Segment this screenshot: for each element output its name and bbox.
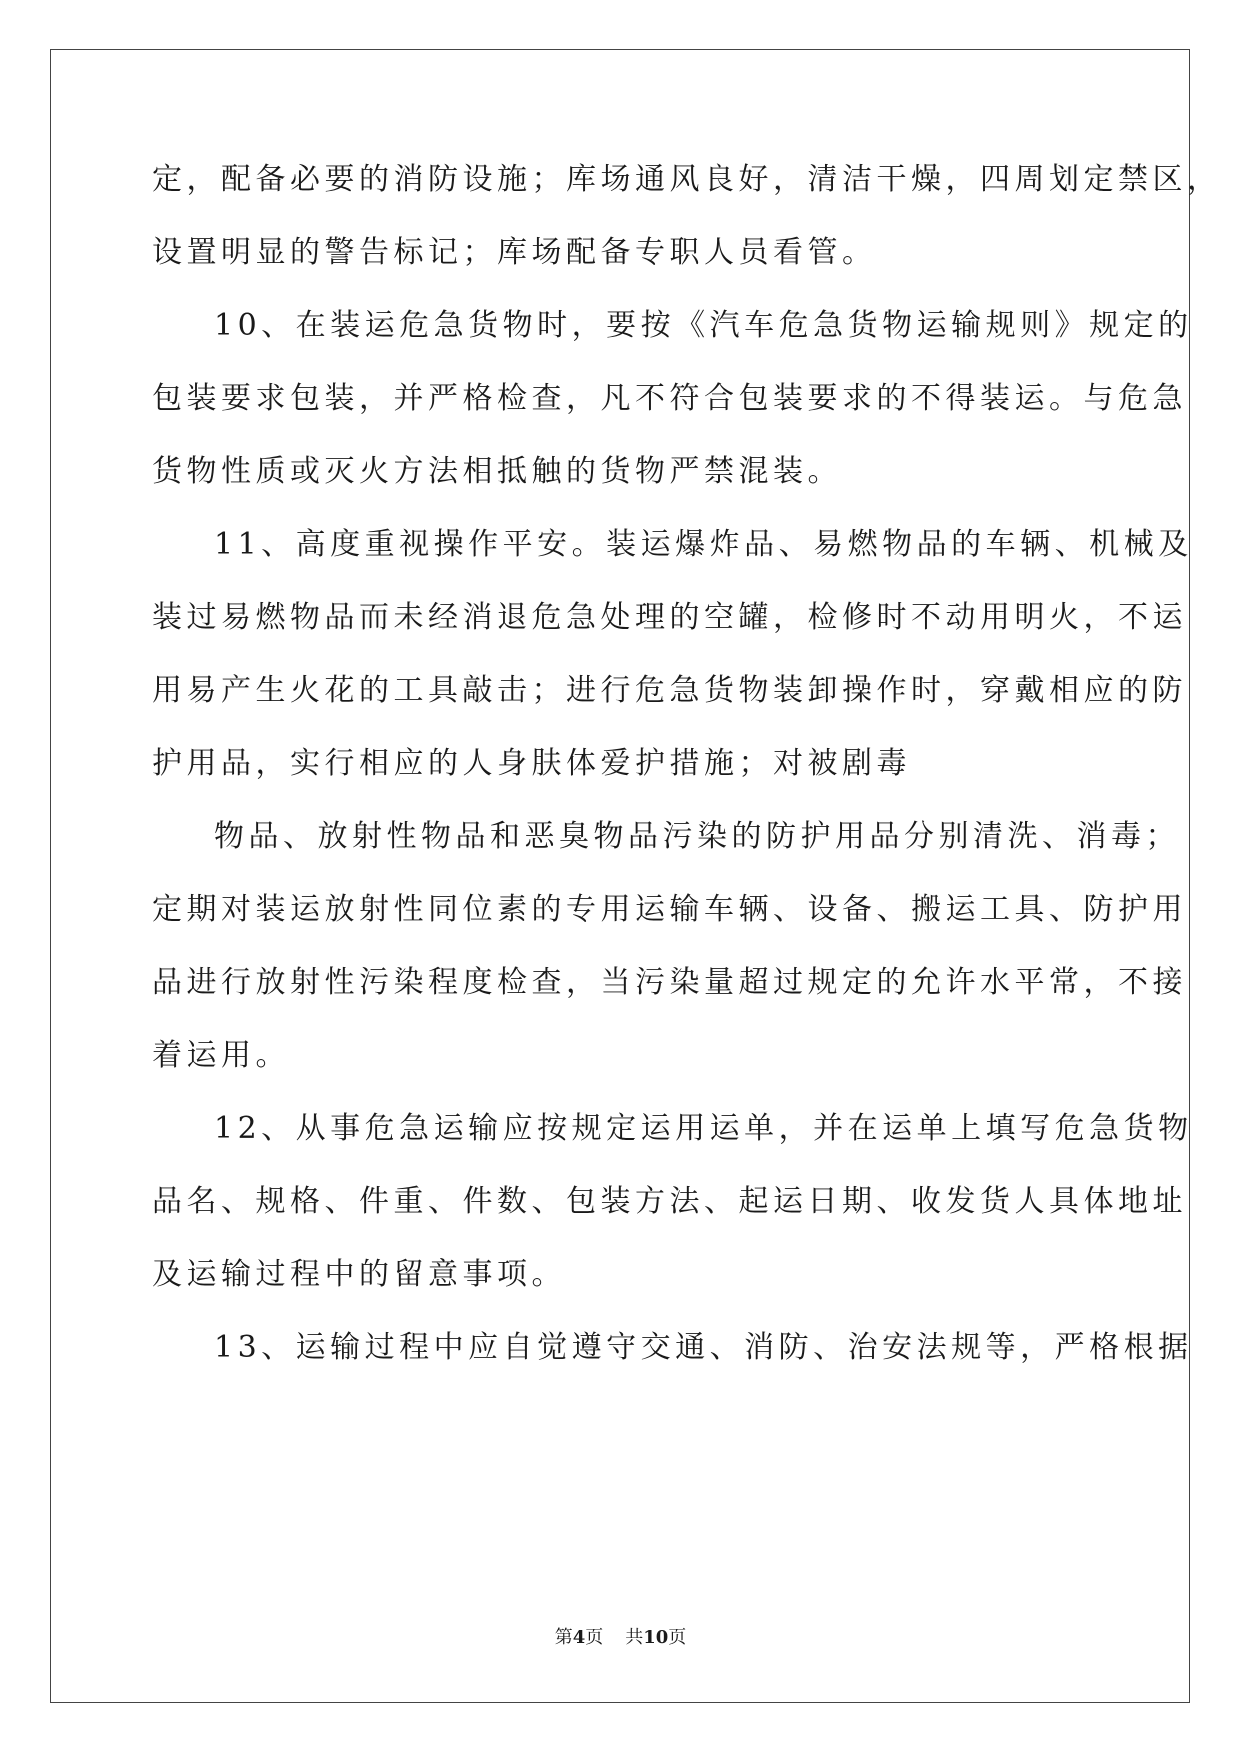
text-line: 及运输过程中的留意事项。: [152, 1257, 566, 1292]
paragraph-start-line: 13、运输过程中应自觉遵守交通、消防、治安法规等，严格根据: [214, 1330, 1193, 1365]
paragraph-start-line: 物品、放射性物品和恶臭物品污染的防护用品分别清洗、消毒；: [214, 819, 1180, 854]
text-line: 定，配备必要的消防设施；库场通风良好，清洁干燥，四周划定禁区，: [152, 162, 1222, 197]
current-page-number: 4: [572, 1627, 586, 1648]
text-line: 着运用。: [152, 1038, 290, 1073]
page-unit: 页: [585, 1627, 604, 1648]
paragraph-start-line: 10、在装运危急货物时，要按《汽车危急货物运输规则》规定的: [214, 308, 1193, 343]
total-unit: 页: [668, 1627, 687, 1648]
text-line: 品名、规格、件重、件数、包装方法、起运日期、收发货人具体地址: [152, 1184, 1187, 1219]
text-line: 包装要求包装，并严格检查，凡不符合包装要求的不得装运。与危急: [152, 381, 1187, 416]
text-line: 护用品，实行相应的人身肤体爱护措施；对被剧毒: [152, 746, 911, 781]
total-page-number: 10: [643, 1627, 669, 1648]
text-line: 定期对装运放射性同位素的专用运输车辆、设备、搬运工具、防护用: [152, 892, 1187, 927]
page-prefix: 第: [554, 1627, 573, 1648]
page-footer: [0, 1627, 1241, 1649]
paragraph-start-line: 11、高度重视操作平安。装运爆炸品、易燃物品的车辆、机械及: [214, 527, 1193, 562]
text-line: 品进行放射性污染程度检查，当污染量超过规定的允许水平常，不接: [152, 965, 1187, 1000]
text-line: 设置明显的警告标记；库场配备专职人员看管。: [152, 235, 877, 270]
text-line: 货物性质或灭火方法相抵触的货物严禁混装。: [152, 454, 842, 489]
page-border: [50, 49, 1190, 1703]
text-line: 装过易燃物品而未经消退危急处理的空罐，检修时不动用明火，不运: [152, 600, 1187, 635]
paragraph-start-line: 12、从事危急运输应按规定运用运单，并在运单上填写危急货物: [214, 1111, 1193, 1146]
total-prefix: 共: [625, 1627, 644, 1648]
text-line: 用易产生火花的工具敲击；进行危急货物装卸操作时，穿戴相应的防: [152, 673, 1187, 708]
